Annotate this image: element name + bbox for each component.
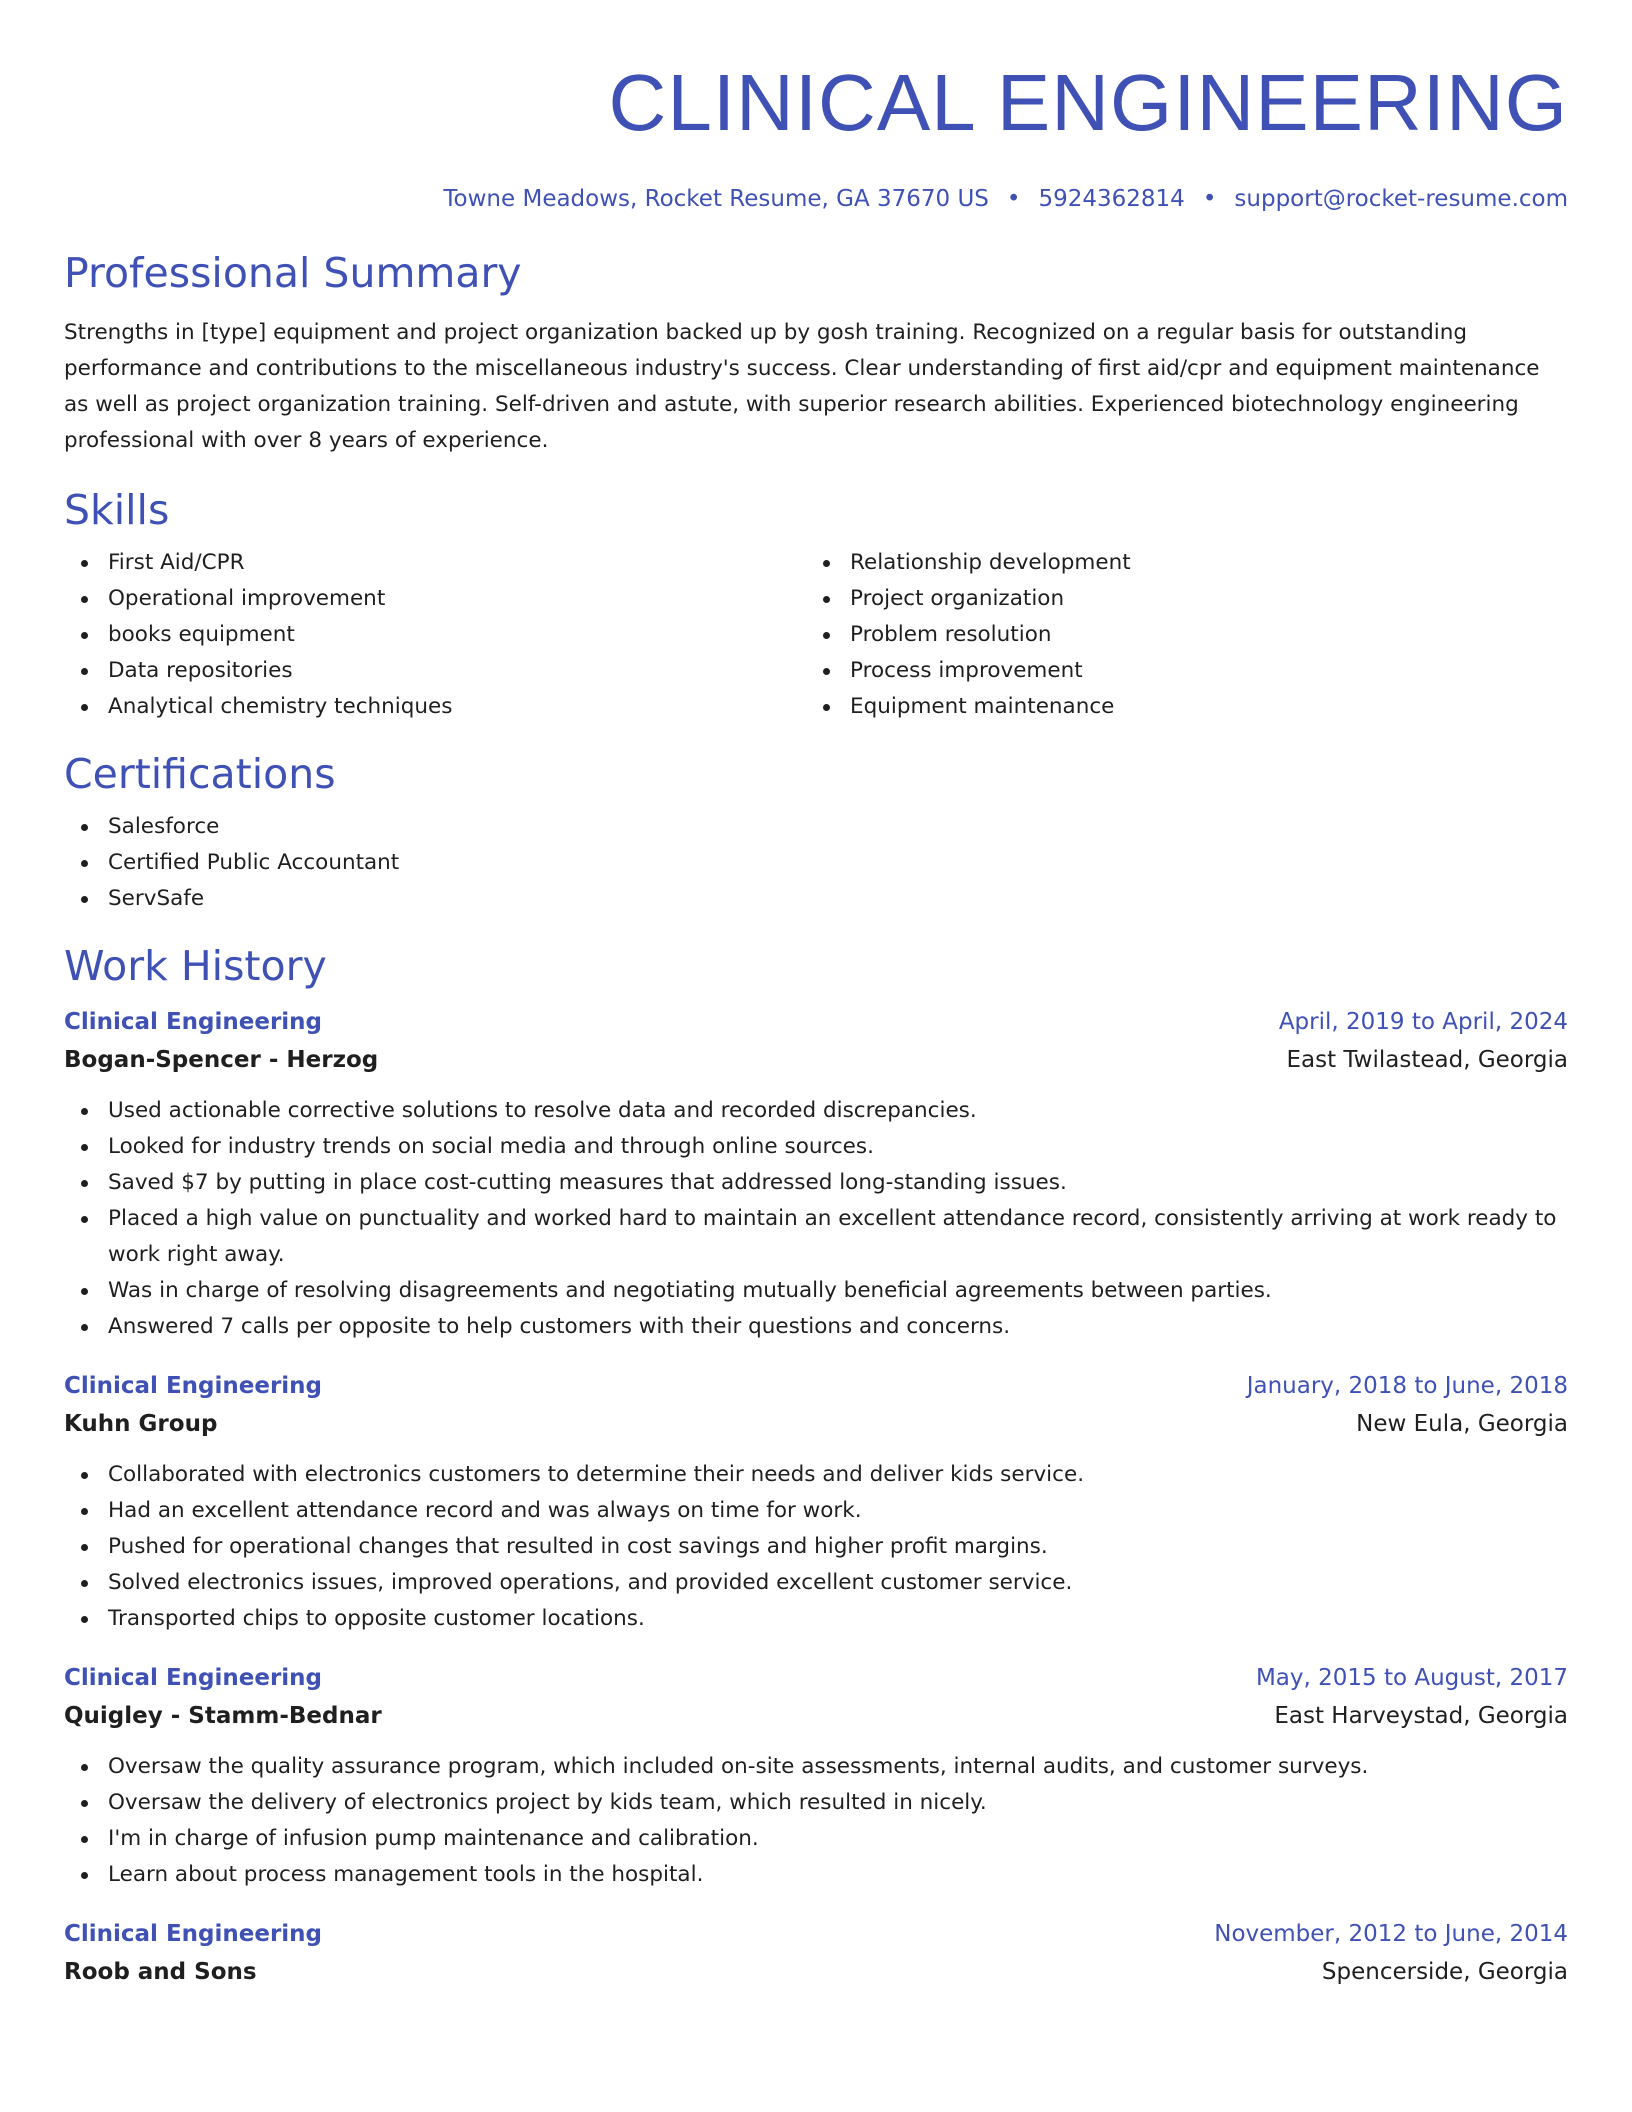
- skill-item: Operational improvement: [64, 581, 806, 617]
- phone[interactable]: 5924362814: [1038, 186, 1185, 212]
- skill-item: Relationship development: [806, 545, 1548, 581]
- job-bullets: [64, 1457, 1568, 1637]
- company-name: Quigley - Stamm-Bednar: [64, 1703, 382, 1729]
- skill-item: First Aid/CPR: [64, 545, 806, 581]
- job-bullet: Learn about process management tools in the hospital.: [64, 1857, 1568, 1893]
- job-bullet: Looked for industry trends on social media and through online sources.: [64, 1129, 1568, 1165]
- skills-heading: Skills: [64, 486, 170, 534]
- company-name: Bogan-Spencer - Herzog: [64, 1047, 379, 1073]
- certification-item: Salesforce: [64, 809, 1568, 845]
- job-location: New Eula, Georgia: [1356, 1411, 1568, 1437]
- job-bullets: [64, 1749, 1568, 1893]
- skill-item: Data repositories: [64, 653, 806, 689]
- summary-text: Strengths in [type] equipment and project organization backed up by gosh training. Recognized on a regular basis for outstanding performance and contributions to the miscellaneous industry's success. Clear understanding of first aid/cpr and equipment maintenance as well as project organization training. Self-driven and astute, with superior research abilities. Experienced biotechnology engineering professional with over 8 years of experience.: [64, 320, 1540, 453]
- company-name: Roob and Sons: [64, 1959, 257, 1985]
- skill-item: Equipment maintenance: [806, 689, 1548, 725]
- work-history-heading: Work History: [64, 942, 327, 990]
- email-link[interactable]: support@rocket-resume.com: [1234, 186, 1568, 212]
- contact-line: [64, 184, 1568, 214]
- job-title: Clinical Engineering: [64, 1009, 323, 1035]
- job-bullet: Collaborated with electronics customers to determine their needs and deliver kids service.: [64, 1457, 1568, 1493]
- certification-item: ServSafe: [64, 881, 1568, 917]
- skill-item: Process improvement: [806, 653, 1548, 689]
- job-bullet: I'm in charge of infusion pump maintenance and calibration.: [64, 1821, 1568, 1857]
- skills-list-right: [806, 545, 1548, 725]
- skills-list-left: [64, 545, 806, 725]
- job-dates: April, 2019 to April, 2024: [1278, 1009, 1568, 1035]
- job-location: Spencerside, Georgia: [1321, 1959, 1568, 1985]
- job-bullet: Had an excellent attendance record and was always on time for work.: [64, 1493, 1568, 1529]
- certifications-list: [64, 809, 1568, 917]
- skill-item: Project organization: [806, 581, 1548, 617]
- job-entry: [64, 1367, 1568, 1637]
- job-dates: November, 2012 to June, 2014: [1214, 1921, 1568, 1947]
- certification-item: Certified Public Accountant: [64, 845, 1568, 881]
- job-location: East Harveystad, Georgia: [1274, 1703, 1568, 1729]
- resume-header: [64, 58, 1568, 214]
- job-bullet: Saved $7 by putting in place cost-cutting measures that addressed long-standing issues.: [64, 1165, 1568, 1201]
- job-dates: January, 2018 to June, 2018: [1246, 1373, 1568, 1399]
- certifications-heading: Certifications: [64, 750, 336, 798]
- job-title: Clinical Engineering: [64, 1665, 323, 1691]
- job-dates: May, 2015 to August, 2017: [1255, 1665, 1568, 1691]
- job-title: Clinical Engineering: [64, 1921, 323, 1947]
- skill-item: books equipment: [64, 617, 806, 653]
- job-bullet: Was in charge of resolving disagreements and negotiating mutually beneficial agreements between parties.: [64, 1273, 1568, 1309]
- job-bullets: [64, 1093, 1568, 1345]
- job-entry: [64, 1659, 1568, 1893]
- job-bullet: Answered 7 calls per opposite to help customers with their questions and concerns.: [64, 1309, 1568, 1345]
- skill-item: Analytical chemistry techniques: [64, 689, 806, 725]
- job-bullet: Pushed for operational changes that resulted in cost savings and higher profit margins.: [64, 1529, 1568, 1565]
- company-name: Kuhn Group: [64, 1411, 218, 1437]
- job-title: Clinical Engineering: [64, 1373, 323, 1399]
- job-bullet: Used actionable corrective solutions to resolve data and recorded discrepancies.: [64, 1093, 1568, 1129]
- job-location: East Twilastead, Georgia: [1286, 1047, 1568, 1073]
- job-entry: [64, 1915, 1568, 1991]
- job-bullet: Oversaw the quality assurance program, which included on-site assessments, internal audits, and customer surveys.: [64, 1749, 1568, 1785]
- summary-heading: Professional Summary: [64, 249, 522, 297]
- job-entry: [64, 1003, 1568, 1345]
- address: Towne Meadows, Rocket Resume, GA 37670 US: [443, 186, 989, 212]
- contact-separator: •: [1006, 186, 1021, 212]
- contact-separator: •: [1202, 186, 1217, 212]
- candidate-name: CLINICAL ENGINEERING: [608, 58, 1568, 147]
- job-bullet: Oversaw the delivery of electronics project by kids team, which resulted in nicely.: [64, 1785, 1568, 1821]
- job-bullet: Placed a high value on punctuality and worked hard to maintain an excellent attendance record, consistently arriving at work ready to work right away.: [64, 1201, 1568, 1273]
- skills-columns: [64, 545, 1568, 725]
- job-bullet: Transported chips to opposite customer locations.: [64, 1601, 1568, 1637]
- skill-item: Problem resolution: [806, 617, 1548, 653]
- job-bullet: Solved electronics issues, improved operations, and provided excellent customer service.: [64, 1565, 1568, 1601]
